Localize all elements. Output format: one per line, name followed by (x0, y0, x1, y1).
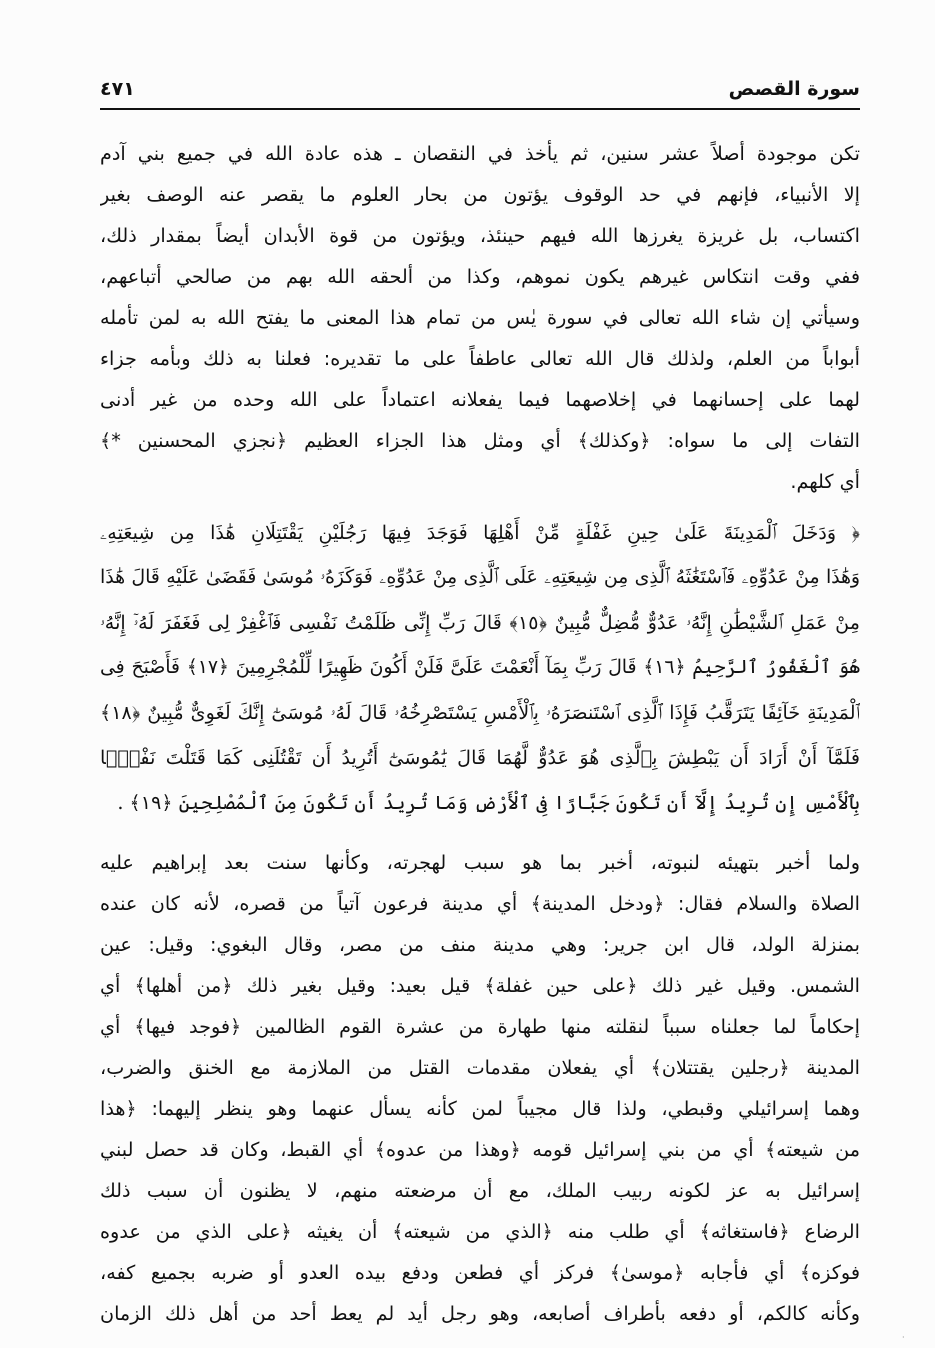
text-line: لهما على إحسانهما في إخلاصهما فيما يفعلانه اعتماداً على الله وحده من غير أدنى (100, 388, 860, 411)
header-divider (100, 108, 860, 110)
text-line: تكن موجودة أصلاً عشر سنين، ثم يأخذ في النقصان ـ هذه عادة الله في جميع بني آدم (100, 142, 860, 165)
quran-verses-block (100, 510, 860, 825)
text-line: الرضاع ﴿فاستغاثه﴾ أي طلب منه ﴿الذي من شيعته﴾ أن يغيثه ﴿على الذي من عدوه (100, 1220, 860, 1243)
verse-line: وَهَٰذَا مِنْ عَدُوِّهِۦ فَٱسْتَغَٰثَهُ ٱلَّذِى مِن شِيعَتِهِۦ عَلَى ٱلَّذِى مِنْ عَدُوِّهِۦ فَوَكَزَهُۥ مُوسَىٰ فَقَضَىٰ عَلَيْهِ قَالَ هَٰذَا (100, 567, 860, 588)
verse-line: هُوَ ٱلْغَفُورُ ٱلرَّحِيمُ ﴿١٦﴾ قَالَ رَبِّ بِمَآ أَنْعَمْتَ عَلَىَّ فَلَنْ أَكُونَ ظَهِيرًا لِّلْمُجْرِمِينَ ﴿١٧﴾ فَأَصْبَحَ فِى (100, 657, 860, 678)
text-line: التفات إلى ما سواه: ﴿وكذلك﴾ أي ومثل هذا الجزاء العظيم ﴿نجزي المحسنين *﴾ (100, 429, 860, 452)
text-line: بمنزلة الولد، قال ابن جرير: وهي مدينة منف من مصر، وقال البغوي: وقيل: عين (100, 933, 860, 956)
page-number: ٤٧١ (100, 78, 135, 100)
scan-corner-mark: · (902, 1333, 905, 1342)
text-line: إسرائيل به عز لكونه ربيب الملك، مع أن مرضعته منهم، لا يظنون أن سبب ذلك (100, 1179, 860, 1202)
text-line: فوكزه﴾ أي فأجابه ﴿موسىٰ﴾ فركز أي فطعن ودفع بيده العدو أو ضربه بجميع كفه، (100, 1261, 860, 1284)
verse-line: مِنْ عَمَلِ ٱلشَّيْطَٰنِ إِنَّهُۥ عَدُوٌّ مُّضِلٌّ مُّبِينٌ ﴿١٥﴾ قَالَ رَبِّ إِنِّى ظَلَمْتُ نَفْسِى فَٱغْفِرْ لِى فَغَفَرَ لَهُۥٓ إِنَّهُۥ (100, 611, 860, 634)
text-line: اكتساب، بل غريزة يغرزها الله فيهم حينئذ، ويؤتون من قوة الأبدان أيضاً بمقدار ذلك، (100, 224, 860, 247)
commentary-bottom (100, 842, 860, 1334)
text-line: ولما أخبر بتهيئه لنبوته، أخبر بما هو سبب لهجرته، وكأنها سنت بعد إبراهيم عليه (100, 851, 860, 874)
page-header (100, 78, 860, 108)
text-line: أي كلهم. (790, 470, 860, 493)
verse-line: ﴿ وَدَخَلَ ٱلْمَدِينَةَ عَلَىٰ حِينِ غَفْلَةٍ مِّنْ أَهْلِهَا فَوَجَدَ فِيهَا رَجُلَيْنِ يَقْتَتِلَانِ هَٰذَا مِن شِيعَتِهِۦ (100, 521, 860, 544)
text-line: من شيعته﴾ أي من بني إسرائيل قومه ﴿وهذا من عدوه﴾ أي القبط، وكان قد حصل لبني (100, 1138, 860, 1161)
verse-line: فَلَمَّآ أَنْ أَرَادَ أَن يَبْطِشَ بِٱلَّذِى هُوَ عَدُوٌّ لَّهُمَا قَالَ يَٰمُوسَىٰٓ أَتُرِيدُ أَن تَقْتُلَنِى كَمَا قَتَلْتَ نَفْسًۢا (100, 746, 860, 769)
text-line: الشمس. وقيل غير ذلك ﴿على حين غفلة﴾ قيل بعيد: وقيل بغير ذلك ﴿من أهلها﴾ أي (100, 974, 860, 997)
text-line: إلا الأنبياء، فإنهم في حد الوقوف يؤتون من بحار العلوم ما يقصر عنه الوصف بغير (100, 183, 860, 206)
text-line: المدينة ﴿رجلين يقتتلان﴾ أي يفعلان مقدمات القتل من الملازمة مع الخنق والضرب، (100, 1056, 860, 1079)
commentary-top (100, 133, 860, 502)
text-line: وهما إسرائيلي وقبطي، ولذا قال مجيباً لمن كأنه يسأل عنهما وهو ينظر إليهما: ﴿هذا (100, 1097, 860, 1120)
text-line: وكأنه كالكم، أو دفعه بأطراف أصابعه، وهو رجل أيد لم يعط أحد من أهل ذلك الزمان (100, 1302, 860, 1325)
verse-line: بِٱلْأَمْسِ إِن تُرِيدُ إِلَّآ أَن تَكُونَ جَبَّارًا فِى ٱلْأَرْضِ وَمَا تُرِيدُ أَن تَكُونَ مِنَ ٱلْمُصْلِحِينَ ﴿١٩﴾ . (117, 791, 860, 814)
surah-title: سورة القصص (728, 78, 860, 100)
text-line: الصلاة والسلام فقال: ﴿ودخل المدينة﴾ أي مدينة فرعون آتياً من قصره، لأنه كان عنده (100, 892, 860, 915)
text-line: ففي وقت انتكاس غيرهم يكون نموهم، وكذا من ألحقه الله بهم من صالحي أتباعهم، (100, 265, 860, 288)
text-line: أبواباً من العلم، ولذلك قال الله تعالى عاطفاً على ما تقديره: فعلنا به ذلك وبأمه جزاء (100, 347, 860, 370)
verse-line: ٱلْمَدِينَةِ خَآئِفًا يَتَرَقَّبُ فَإِذَا ٱلَّذِى ٱسْتَنصَرَهُۥ بِٱلْأَمْسِ يَسْتَصْرِخُهُۥ قَالَ لَهُۥ مُوسَىٰٓ إِنَّكَ لَغَوِىٌّ مُّبِينٌ ﴿١٨﴾ (100, 701, 860, 724)
text-line: وسيأتي إن شاء الله تعالى في سورة يٰس من تمام هذا المعنى ما يفتح الله به لمن تأمله (100, 306, 860, 329)
text-line: إحكاماً لما جعلناه سبباً لنقلته منها طهارة من عشرة القوم الظالمين ﴿فوجد فيها﴾ أي (100, 1015, 860, 1038)
